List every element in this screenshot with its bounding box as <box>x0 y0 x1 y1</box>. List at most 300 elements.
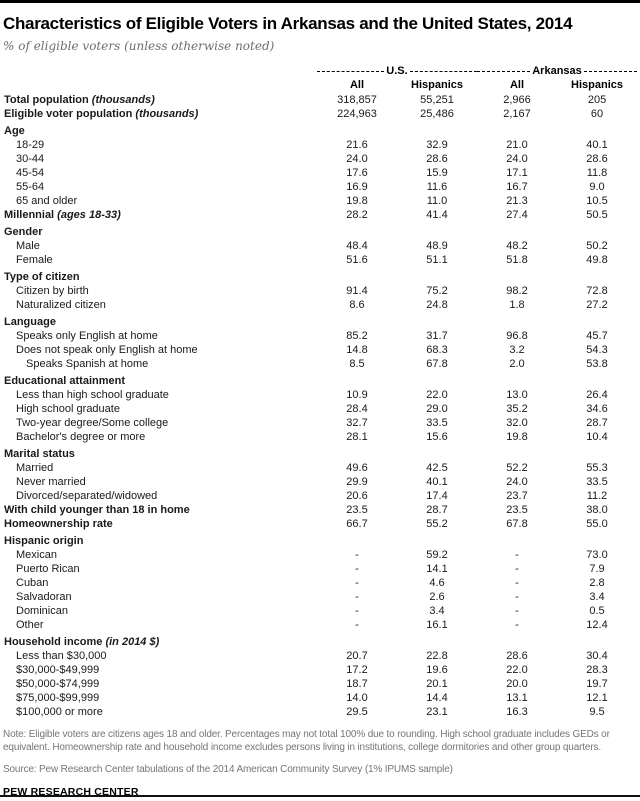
table-row <box>3 461 637 475</box>
cell-value-us-all: 85.2 <box>346 330 368 342</box>
row-label: Bachelor's degree or more <box>16 431 146 443</box>
cell-value-us-hispanics <box>397 267 477 284</box>
row-label-cell <box>3 93 317 107</box>
row-label-cell <box>3 649 317 663</box>
cell-value-arkansas-hispanics: 50.2 <box>586 240 608 252</box>
table-row <box>3 208 637 222</box>
table-row <box>3 430 637 444</box>
row-label-cell <box>3 253 317 267</box>
row-label-cell <box>3 239 317 253</box>
cell-value-arkansas-hispanics: 28.3 <box>586 664 608 676</box>
row-label-cell <box>3 548 317 562</box>
cell-value-us-hispanics: 25,486 <box>420 108 454 120</box>
row-label-cell <box>3 663 317 677</box>
column-group-arkansas <box>477 61 637 78</box>
row-label: 55-64 <box>16 181 45 193</box>
cell-value-arkansas-all: 16.7 <box>506 181 528 193</box>
column-header-us-all: All <box>349 79 365 91</box>
cell-value-us-hispanics: 14.4 <box>426 692 448 704</box>
table-row <box>3 531 637 548</box>
row-label: Hispanic origin <box>4 535 84 547</box>
cell-value-us-hispanics: 14.1 <box>426 563 448 575</box>
row-label: Never married <box>16 476 86 488</box>
cell-value-us-all: 49.6 <box>346 462 368 474</box>
row-label-note: (thousands) <box>132 108 199 120</box>
cell-value-us-hispanics: 48.9 <box>426 240 448 252</box>
cell-value-arkansas-all: 51.8 <box>506 254 528 266</box>
cell-value-arkansas-all: 21.0 <box>506 139 528 151</box>
cell-value-arkansas-all: 28.6 <box>506 650 528 662</box>
cell-value-us-hispanics: 40.1 <box>426 476 448 488</box>
cell-value-us-hispanics: 75.2 <box>426 285 448 297</box>
table-row <box>3 576 637 590</box>
cell-value-us-all <box>317 531 397 548</box>
row-label-cell <box>3 618 317 632</box>
cell-value-us-all <box>317 312 397 329</box>
cell-value-arkansas-hispanics: 27.2 <box>586 299 608 311</box>
cell-value-arkansas-hispanics: 55.0 <box>586 518 608 530</box>
cell-value-us-all: 20.6 <box>346 490 368 502</box>
cell-value-arkansas-hispanics <box>557 371 637 388</box>
row-label: 30-44 <box>16 153 45 165</box>
table-row <box>3 371 637 388</box>
cell-value-us-all: 51.6 <box>346 254 368 266</box>
row-label-cell <box>3 475 317 489</box>
cell-value-arkansas-all: 13.1 <box>506 692 528 704</box>
cell-value-us-all: 18.7 <box>346 678 368 690</box>
cell-value-arkansas-hispanics: 12.1 <box>586 692 608 704</box>
cell-value-arkansas-all: 48.2 <box>506 240 528 252</box>
cell-value-us-all: 14.0 <box>346 692 368 704</box>
cell-value-us-all: 19.8 <box>346 195 368 207</box>
row-label-cell <box>3 329 317 343</box>
cell-value-us-all: 48.4 <box>346 240 368 252</box>
cell-value-arkansas-all <box>477 267 557 284</box>
cell-value-arkansas-hispanics: 19.7 <box>586 678 608 690</box>
cell-value-arkansas-all: 3.2 <box>509 344 525 356</box>
cell-value-arkansas-hispanics <box>557 121 637 138</box>
table-row <box>3 416 637 430</box>
table-row <box>3 632 637 649</box>
row-label-cell <box>3 107 317 121</box>
row-label-cell <box>3 562 317 576</box>
cell-value-arkansas-all: 98.2 <box>506 285 528 297</box>
row-label-cell <box>3 489 317 503</box>
row-label: $75,000-$99,999 <box>16 692 100 704</box>
table-row <box>3 402 637 416</box>
column-header-arkansas-hispanics: Hispanics <box>571 79 623 91</box>
cell-value-us-all: 318,857 <box>337 94 377 106</box>
cell-value-us-hispanics: 11.0 <box>426 195 448 207</box>
cell-value-us-all: - <box>355 605 359 617</box>
cell-value-arkansas-hispanics: 34.6 <box>586 403 608 415</box>
cell-value-us-hispanics: 33.5 <box>426 417 448 429</box>
cell-value-arkansas-all: 2.0 <box>509 358 525 370</box>
row-label-cell <box>3 430 317 444</box>
voters-characteristics-table <box>3 61 637 719</box>
cell-value-arkansas-all: 19.8 <box>506 431 528 443</box>
cell-value-us-all <box>317 632 397 649</box>
cell-value-us-all <box>317 121 397 138</box>
cell-value-arkansas-all: 2,966 <box>503 94 531 106</box>
cell-value-us-hispanics: 55,251 <box>420 94 454 106</box>
row-label: Age <box>4 125 25 137</box>
cell-value-us-hispanics: 20.1 <box>426 678 448 690</box>
table-row <box>3 604 637 618</box>
cell-value-arkansas-all <box>477 444 557 461</box>
row-label: Total population <box>4 94 89 106</box>
row-label: Does not speak only English at home <box>16 344 198 356</box>
cell-value-arkansas-hispanics: 33.5 <box>586 476 608 488</box>
cell-value-arkansas-all: 23.5 <box>506 504 528 516</box>
row-label-cell <box>3 503 317 517</box>
row-label-cell <box>3 343 317 357</box>
cell-value-us-hispanics <box>397 531 477 548</box>
row-label: Married <box>16 462 54 474</box>
cell-value-arkansas-hispanics: 0.5 <box>589 605 605 617</box>
cell-value-arkansas-hispanics: 12.4 <box>586 619 608 631</box>
cell-value-us-hispanics: 55.2 <box>426 518 448 530</box>
page-subtitle: % of eligible voters (unless otherwise noted) <box>3 39 275 53</box>
row-label-cell <box>3 298 317 312</box>
column-group-label-arkansas: Arkansas <box>532 65 582 77</box>
cell-value-us-all: 28.4 <box>346 403 368 415</box>
table-row <box>3 138 637 152</box>
row-label: Gender <box>4 226 43 238</box>
row-label: $30,000-$49,999 <box>16 664 100 676</box>
cell-value-arkansas-hispanics: 28.6 <box>586 153 608 165</box>
cell-value-arkansas-hispanics: 30.4 <box>586 650 608 662</box>
cell-value-us-all: 28.2 <box>346 209 368 221</box>
cell-value-arkansas-hispanics: 10.4 <box>586 431 608 443</box>
cell-value-us-all: 29.5 <box>346 706 368 718</box>
row-label-cell <box>3 284 317 298</box>
cell-value-arkansas-all: - <box>515 591 519 603</box>
cell-value-us-all: - <box>355 619 359 631</box>
cell-value-us-all <box>317 444 397 461</box>
row-label: Male <box>16 240 40 252</box>
pew-research-center-wordmark: PEW RESEARCH CENTER <box>3 786 139 798</box>
table-row <box>3 705 637 719</box>
cell-value-arkansas-hispanics: 9.0 <box>589 181 605 193</box>
cell-value-us-hispanics: 42.5 <box>426 462 448 474</box>
cell-value-us-all: 20.7 <box>346 650 368 662</box>
cell-value-arkansas-all <box>477 371 557 388</box>
cell-value-arkansas-all: 23.7 <box>506 490 528 502</box>
table-row <box>3 562 637 576</box>
table-row <box>3 618 637 632</box>
cell-value-arkansas-all <box>477 531 557 548</box>
cell-value-us-hispanics: 3.4 <box>429 605 445 617</box>
row-label-cell <box>3 357 317 371</box>
cell-value-arkansas-hispanics: 7.9 <box>589 563 605 575</box>
cell-value-us-hispanics: 15.6 <box>426 431 448 443</box>
cell-value-arkansas-all: 27.4 <box>506 209 528 221</box>
row-label-cell <box>3 312 317 329</box>
table-row <box>3 222 637 239</box>
cell-value-us-hispanics <box>397 444 477 461</box>
cell-value-us-all: 8.6 <box>349 299 365 311</box>
table-row <box>3 93 637 107</box>
column-group-row <box>3 61 637 78</box>
table-row <box>3 107 637 121</box>
cell-value-us-hispanics <box>397 312 477 329</box>
table-row <box>3 166 637 180</box>
table-row <box>3 677 637 691</box>
row-label-header <box>3 78 317 93</box>
cell-value-arkansas-all: 35.2 <box>506 403 528 415</box>
cell-value-arkansas-all: 17.1 <box>506 167 528 179</box>
cell-value-us-hispanics: 32.9 <box>426 139 448 151</box>
row-label: Divorced/separated/widowed <box>16 490 158 502</box>
row-label-cell <box>3 590 317 604</box>
cell-value-arkansas-all: 32.0 <box>506 417 528 429</box>
cell-value-arkansas-hispanics: 50.5 <box>586 209 608 221</box>
cell-value-arkansas-hispanics: 11.2 <box>586 490 608 502</box>
footnote: Note: Eligible voters are citizens ages 18 and older. Percentages may not total 100% due to rounding. High school graduate includes GEDs or equivalent. Homeownership rate and household income excludes persons living in institutions, college dormitories and other group quarters. <box>3 729 610 753</box>
row-label: 18-29 <box>16 139 45 151</box>
row-label: Millennial <box>4 209 55 221</box>
cell-value-arkansas-all: 24.0 <box>506 476 528 488</box>
table-row <box>3 239 637 253</box>
row-label-cell <box>3 208 317 222</box>
cell-value-us-hispanics: 28.7 <box>426 504 448 516</box>
cell-value-arkansas-hispanics: 53.8 <box>586 358 608 370</box>
cell-value-us-all: 23.5 <box>346 504 368 516</box>
row-label: Cuban <box>16 577 49 589</box>
source-line: Source: Pew Research Center tabulations of the 2014 American Community Survey (1% IPUMS sample) <box>3 764 453 775</box>
cell-value-us-all: 17.6 <box>346 167 368 179</box>
cell-value-us-hispanics: 51.1 <box>426 254 448 266</box>
cell-value-arkansas-all: 24.0 <box>506 153 528 165</box>
cell-value-us-hispanics <box>397 632 477 649</box>
row-label: Citizen by birth <box>16 285 89 297</box>
cell-value-arkansas-all: 1.8 <box>509 299 525 311</box>
cell-value-us-all: 21.6 <box>346 139 368 151</box>
row-label-cell <box>3 222 317 239</box>
row-label-cell <box>3 576 317 590</box>
row-label-cell <box>3 632 317 649</box>
row-label: Homeownership rate <box>4 518 113 530</box>
cell-value-arkansas-hispanics: 9.5 <box>589 706 605 718</box>
table-row <box>3 663 637 677</box>
cell-value-us-all <box>317 371 397 388</box>
table-row <box>3 357 637 371</box>
cell-value-arkansas-hispanics: 45.7 <box>586 330 608 342</box>
cell-value-us-all: 29.9 <box>346 476 368 488</box>
row-label-note: (in 2014 $) <box>102 636 160 648</box>
cell-value-arkansas-all: 20.0 <box>506 678 528 690</box>
row-label: Female <box>16 254 53 266</box>
row-label: Household income <box>4 636 103 648</box>
cell-value-us-hispanics: 23.1 <box>426 706 448 718</box>
cell-value-arkansas-hispanics <box>557 312 637 329</box>
row-label: $100,000 or more <box>16 706 103 718</box>
row-label-cell <box>3 267 317 284</box>
cell-value-arkansas-all: - <box>515 563 519 575</box>
cell-value-arkansas-hispanics <box>557 632 637 649</box>
cell-value-arkansas-all: 22.0 <box>506 664 528 676</box>
row-label-cell <box>3 444 317 461</box>
row-label-cell <box>3 121 317 138</box>
cell-value-us-all: - <box>355 577 359 589</box>
cell-value-arkansas-hispanics: 49.8 <box>586 254 608 266</box>
cell-value-arkansas-all <box>477 632 557 649</box>
table-row <box>3 503 637 517</box>
row-label-cell <box>3 402 317 416</box>
table-row <box>3 312 637 329</box>
row-label-cell <box>3 416 317 430</box>
row-label: Language <box>4 316 56 328</box>
table-row <box>3 253 637 267</box>
dash-line <box>584 71 637 72</box>
cell-value-us-hispanics: 15.9 <box>426 167 448 179</box>
table-row <box>3 329 637 343</box>
row-label: Naturalized citizen <box>16 299 106 311</box>
cell-value-arkansas-hispanics: 3.4 <box>589 591 605 603</box>
row-label: High school graduate <box>16 403 120 415</box>
table-row <box>3 343 637 357</box>
row-label-cell <box>3 138 317 152</box>
dash-line <box>477 71 530 72</box>
row-label-cell <box>3 531 317 548</box>
cell-value-us-all: 91.4 <box>346 285 368 297</box>
row-label: Puerto Rican <box>16 563 80 575</box>
row-label: 65 and older <box>16 195 78 207</box>
column-header-us-hispanics: Hispanics <box>411 79 463 91</box>
cell-value-arkansas-all: - <box>515 605 519 617</box>
table-row <box>3 475 637 489</box>
column-group-us <box>317 61 477 78</box>
cell-value-arkansas-hispanics <box>557 267 637 284</box>
table-row <box>3 121 637 138</box>
table-row <box>3 284 637 298</box>
bottom-rule <box>0 795 640 797</box>
cell-value-us-hispanics: 59.2 <box>426 549 448 561</box>
row-label-note: (thousands) <box>88 94 155 106</box>
row-label-cell <box>3 194 317 208</box>
cell-value-arkansas-all <box>477 222 557 239</box>
cell-value-us-all: - <box>355 563 359 575</box>
row-label-note: (ages 18-33) <box>54 209 121 221</box>
cell-value-us-all: 28.1 <box>346 431 368 443</box>
cell-value-us-hispanics: 28.6 <box>426 153 448 165</box>
row-label: Less than $30,000 <box>16 650 107 662</box>
cell-value-us-hispanics: 2.6 <box>429 591 445 603</box>
cell-value-arkansas-all: - <box>515 577 519 589</box>
cell-value-arkansas-hispanics <box>557 444 637 461</box>
table-row <box>3 590 637 604</box>
cell-value-arkansas-hispanics: 40.1 <box>586 139 608 151</box>
table-row <box>3 194 637 208</box>
dash-line <box>410 71 477 72</box>
cell-value-us-hispanics <box>397 371 477 388</box>
corner-spacer <box>3 61 317 78</box>
table-row <box>3 548 637 562</box>
row-label: Speaks only English at home <box>16 330 158 342</box>
cell-value-us-all: 14.8 <box>346 344 368 356</box>
cell-value-us-all: 16.9 <box>346 181 368 193</box>
cell-value-arkansas-hispanics: 38.0 <box>586 504 608 516</box>
cell-value-arkansas-all: 52.2 <box>506 462 528 474</box>
row-label: Marital status <box>4 448 75 460</box>
page-title: Characteristics of Eligible Voters in Arkansas and the United States, 2014 <box>3 14 573 33</box>
column-header-row <box>3 78 637 93</box>
cell-value-us-hispanics: 16.1 <box>426 619 448 631</box>
table-row <box>3 267 637 284</box>
cell-value-us-all: - <box>355 549 359 561</box>
cell-value-arkansas-all: 96.8 <box>506 330 528 342</box>
column-group-label-us: U.S. <box>386 65 408 77</box>
cell-value-us-all: 32.7 <box>346 417 368 429</box>
table-row <box>3 152 637 166</box>
row-label: Type of citizen <box>4 271 80 283</box>
cell-value-arkansas-hispanics: 205 <box>587 94 607 106</box>
table-row <box>3 649 637 663</box>
row-label-cell <box>3 691 317 705</box>
row-label-cell <box>3 152 317 166</box>
row-label-cell <box>3 388 317 402</box>
cell-value-us-hispanics: 19.6 <box>426 664 448 676</box>
cell-value-us-all: 224,963 <box>337 108 377 120</box>
cell-value-arkansas-hispanics: 2.8 <box>589 577 605 589</box>
row-label: Two-year degree/Some college <box>16 417 169 429</box>
cell-value-arkansas-all: - <box>515 549 519 561</box>
row-label: Salvadoran <box>16 591 72 603</box>
cell-value-arkansas-hispanics <box>557 531 637 548</box>
row-label: $50,000-$74,999 <box>16 678 100 690</box>
cell-value-us-all: 66.7 <box>346 518 368 530</box>
row-label-cell <box>3 705 317 719</box>
cell-value-arkansas-hispanics: 26.4 <box>586 389 608 401</box>
report-figure <box>0 14 640 798</box>
cell-value-arkansas-hispanics: 28.7 <box>586 417 608 429</box>
cell-value-us-hispanics: 68.3 <box>426 344 448 356</box>
cell-value-us-hispanics: 22.0 <box>426 389 448 401</box>
cell-value-arkansas-all: 67.8 <box>506 518 528 530</box>
cell-value-us-hispanics: 22.8 <box>426 650 448 662</box>
row-label-cell <box>3 517 317 531</box>
cell-value-us-hispanics: 11.6 <box>426 181 448 193</box>
cell-value-arkansas-all: 2,167 <box>503 108 531 120</box>
row-label: Other <box>16 619 44 631</box>
row-label: Mexican <box>16 549 57 561</box>
row-label: 45-54 <box>16 167 45 179</box>
cell-value-arkansas-all: 13.0 <box>506 389 528 401</box>
cell-value-arkansas-hispanics: 55.3 <box>586 462 608 474</box>
cell-value-arkansas-all: - <box>515 619 519 631</box>
cell-value-us-all: 24.0 <box>346 153 368 165</box>
cell-value-arkansas-hispanics <box>557 222 637 239</box>
cell-value-us-hispanics: 67.8 <box>426 358 448 370</box>
row-label: Speaks Spanish at home <box>26 358 149 370</box>
cell-value-us-hispanics <box>397 121 477 138</box>
table-row <box>3 180 637 194</box>
row-label-cell <box>3 677 317 691</box>
cell-value-us-all <box>317 267 397 284</box>
row-label: Educational attainment <box>4 375 126 387</box>
table-row <box>3 444 637 461</box>
cell-value-us-hispanics: 41.4 <box>426 209 448 221</box>
row-label: With child younger than 18 in home <box>4 504 190 516</box>
cell-value-arkansas-all <box>477 312 557 329</box>
cell-value-us-all: 17.2 <box>346 664 368 676</box>
cell-value-arkansas-hispanics: 72.8 <box>586 285 608 297</box>
table-row <box>3 489 637 503</box>
cell-value-arkansas-hispanics: 73.0 <box>586 549 608 561</box>
cell-value-arkansas-all <box>477 121 557 138</box>
cell-value-us-all: - <box>355 591 359 603</box>
